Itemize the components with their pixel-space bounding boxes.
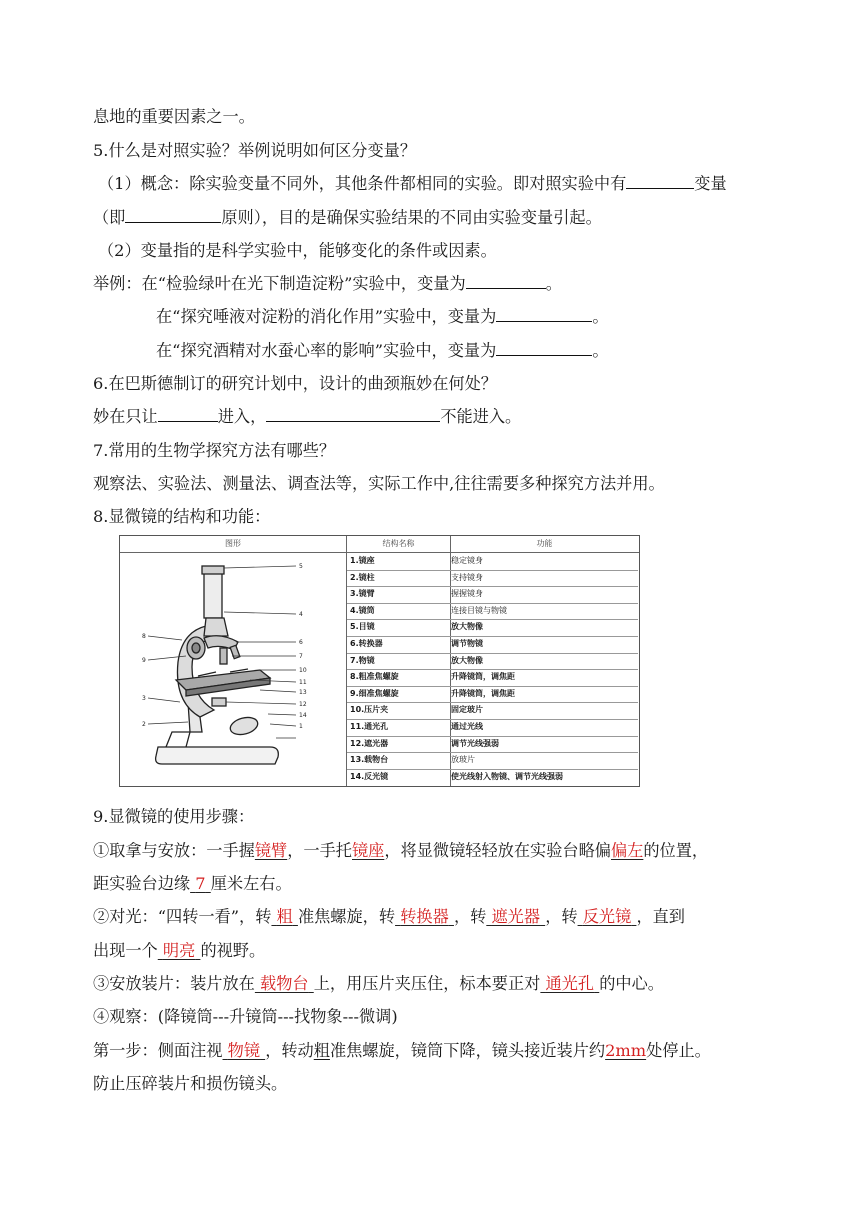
figure-label: 12 [299,701,307,708]
step-3: ③安放装片：装片放在 载物台 上，用压片夹压住，标本要正对 通光孔 的中心。 [93,974,664,993]
figure-table-row [347,702,638,719]
question-8-heading: 8.显微镜的结构和功能： [93,507,271,526]
microscope-structure-figure [119,535,640,787]
figure-table-row [347,603,638,620]
header-function: 功能 [536,539,553,548]
structure-name: 9.细准焦螺旋 [350,688,399,698]
structure-function: 放大物像 [451,655,483,665]
answer-blank[interactable] [158,407,218,422]
figure-label: 8 [142,633,146,640]
answer-text: 物镜 [227,1041,261,1060]
structure-name: 14.反光镜 [350,771,389,781]
figure-label: 5 [299,563,303,570]
answer-blank[interactable] [496,307,592,322]
structure-function: 通过光线 [451,722,483,731]
structure-name: 7.物镜 [350,655,375,665]
answer-text: 镜座 [352,841,385,860]
question-6-heading: 6.在巴斯德制订的研究计划中，设计的曲颈瓶妙在何处？ [93,374,497,393]
question-9-heading: 9.显微镜的使用步骤： [93,807,255,826]
answer-text: 反光镜 [582,907,632,926]
example-line-1: 举例：在“检验绿叶在光下制造淀粉”实验中，变量为 。 [93,274,562,293]
step-4-note: 防止压碎装片和损伤镜头。 [93,1074,288,1093]
structure-function: 升降镜筒，调焦距 [451,688,515,698]
structure-function: 握握镜身 [451,589,483,599]
structure-name: 11.通光孔 [350,722,389,731]
answer-text: 遮光器 [491,907,541,926]
structure-function: 支持镜身 [451,572,483,582]
figure-table-row [347,619,638,636]
answer-text: 2mm [605,1041,647,1060]
structure-function: 使光线射入物镜、调节光线强弱 [451,771,563,781]
figure-table-row [347,769,638,786]
figure-label: 9 [142,657,146,664]
microscope-illustration [120,552,346,785]
figure-label: 13 [299,689,307,696]
text-line: 息地的重要因素之一。 [93,107,255,126]
structure-function: 升降镜筒，调焦距 [451,672,515,682]
example-line-2: 在“探究唾液对淀粉的消化作用”实验中，变量为 。 [156,307,609,326]
figure-label: 6 [299,639,303,646]
answer-blank[interactable] [125,208,221,223]
figure-table-row [347,719,638,736]
step-1-line2: 距实验台边缘 7 厘米左右。 [93,874,292,893]
figure-label: 14 [299,712,307,719]
question-5-part1-line1: （1）概念：除实验变量不同外，其他条件都相同的实验。即对照实验中有 变量 [98,174,727,193]
figure-table-row [347,636,638,653]
header-name: 结构名称 [382,539,415,548]
answer-blank[interactable] [266,407,440,422]
step-1-line1: ①取拿与安放：一手握镜臂，一手托镜座，将显微镜轻轻放在实验台略偏偏左的位置， [93,841,709,860]
answer-text: 粗 [276,907,293,926]
figure-table-row [347,586,638,603]
answer-text: 7 [195,874,206,893]
figure-table-row [347,752,638,769]
underlined-text: 粗 [313,1041,330,1060]
step-2-line2: 出现一个 明亮 的视野。 [93,941,266,960]
figure-table-row [347,553,638,570]
structure-function: 固定玻片 [451,705,483,715]
structure-name: 2.镜柱 [350,572,375,582]
answer-text: 载物台 [260,974,309,993]
figure-label: 7 [299,653,303,660]
answer-text: 转换器 [400,907,449,926]
structure-name: 5.目镜 [350,622,375,632]
figure-table-row [347,736,638,753]
answer-blank[interactable] [626,174,694,189]
figure-label: 2 [142,721,146,728]
structure-name: 13.载物台 [350,755,389,765]
step-4-first: 第一步：侧面注视 物镜 ，转动粗准焦螺旋，镜筒下降，镜头接近装片约2mm处停止。 [93,1041,711,1060]
answer-text: 通光孔 [545,974,595,993]
figure-label: 10 [299,667,307,674]
structure-name: 10.压片夹 [350,705,389,715]
example-line-3: 在“探究酒精对水蚕心率的影响”实验中，变量为 。 [156,341,609,360]
structure-function: 调节物镜 [451,639,483,648]
figure-table-row [347,686,638,703]
structure-function: 稳定镜身 [451,556,483,565]
figure-label: 1 [299,723,303,730]
answer-text: 镜臂 [254,841,288,860]
structure-function: 放大物像 [451,622,483,632]
question-5-part2: （2）变量指的是科学实验中，能够变化的条件或因素。 [98,241,497,260]
structure-function: 放玻片 [451,755,475,765]
structure-name: 4.镜筒 [350,605,375,615]
question-5-part1-line2: （即 原则），目的是确保实验结果的不同由实验变量引起。 [93,208,602,227]
answer-text: 明亮 [162,941,196,960]
step-2-line1: ②对光：“四转一看”，转 粗 准焦螺旋，转 转换器 ，转 遮光器 ，转 反光镜 ，直到 [93,907,685,926]
question-6-answer: 妙在只让 进入， 不能进入。 [93,407,522,426]
figure-table-row [347,669,638,686]
answer-blank[interactable] [466,274,546,289]
figure-label: 3 [142,695,146,702]
structure-name: 12.遮光器 [350,738,389,748]
structure-name: 6.转换器 [350,639,383,648]
figure-label: 4 [299,611,303,618]
figure-table-row [347,570,638,587]
question-7-answer: 观察法、实验法、测量法、调查法等，实际工作中,往往需要多种探究方法并用。 [93,474,665,493]
question-5-heading: 5.什么是对照实验？举例说明如何区分变量？ [93,141,417,160]
header-image: 图形 [225,539,241,548]
structure-name: 1.镜座 [350,556,375,565]
structure-name: 3.镜臂 [350,589,375,599]
step-4: ④观察：(降镜筒---升镜筒---找物象---微调) [93,1007,398,1026]
structure-function: 连接目镜与物镜 [451,605,507,615]
question-7-heading: 7.常用的生物学探究方法有哪些？ [93,441,336,460]
figure-table-row [347,653,638,670]
figure-label: 11 [299,679,307,686]
structure-name: 8.粗准焦螺旋 [350,672,399,682]
answer-blank[interactable] [496,341,592,356]
answer-text: 偏左 [611,841,644,860]
structure-function: 调节光线强弱 [451,738,499,748]
